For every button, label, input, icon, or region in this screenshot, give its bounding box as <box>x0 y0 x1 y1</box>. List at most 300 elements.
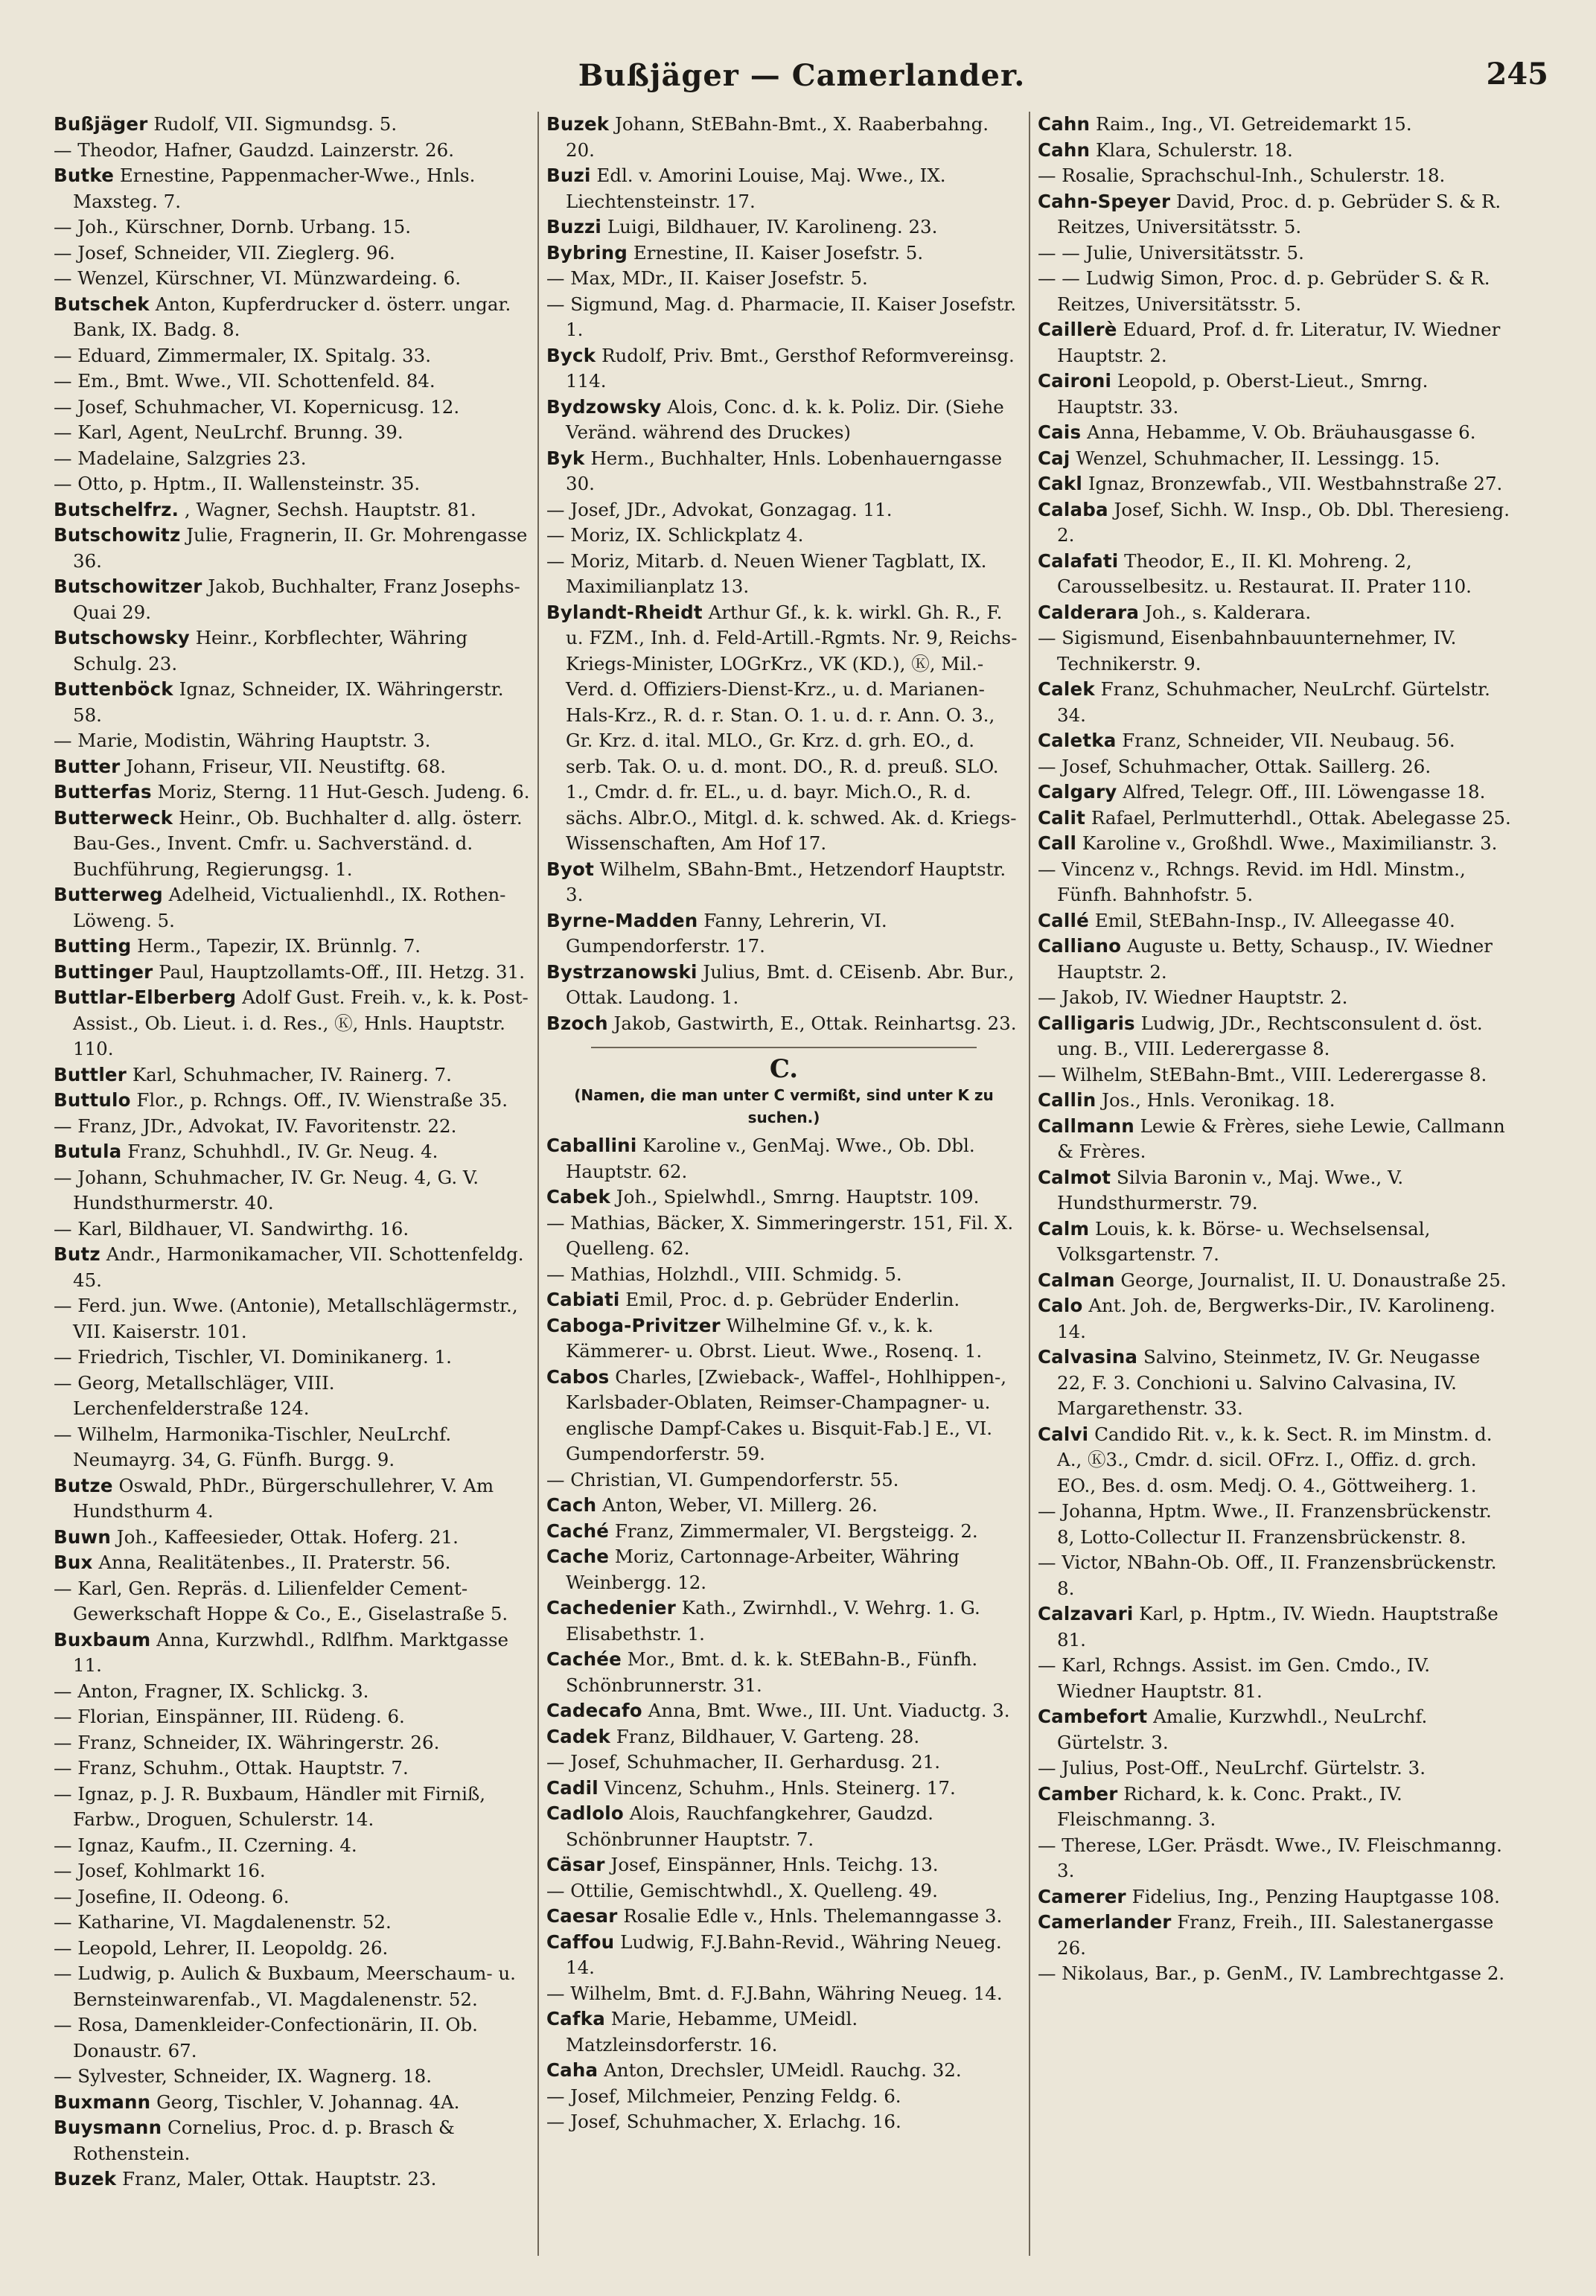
entry-details: George, Journalist, II. U. Donaustraße 25. <box>1120 1269 1507 1291</box>
directory-entry <box>54 471 530 497</box>
entry-surname: Buxbaum <box>54 1628 151 1651</box>
entry-details: — Julius, Post-Off., NeuLrchf. Gürtelstr. 3. <box>1038 1757 1426 1779</box>
entry-details: — Franz, Schneider, IX. Währingerstr. 26. <box>54 1731 440 1753</box>
directory-entry <box>54 1679 530 1705</box>
entry-details: Louis, k. k. Börse- u. Wechselsensal, Volksgartenstr. 7. <box>1057 1217 1431 1265</box>
directory-entry <box>54 1062 530 1088</box>
entry-surname: Cafka <box>546 2008 605 2029</box>
directory-entry <box>1038 934 1513 985</box>
entry-details: — Rosa, Damenkleider-Confectionärin, II. Ob. Donaustr. 67. <box>54 2014 478 2061</box>
directory-entry <box>54 1139 530 1165</box>
entry-surname: Cach <box>546 1494 597 1516</box>
directory-entry <box>1038 1293 1513 1345</box>
entry-surname: Camber <box>1038 1782 1118 1805</box>
directory-entry <box>546 1133 1021 1184</box>
directory-entry <box>1038 420 1513 446</box>
entry-surname: Buzek <box>54 2168 117 2190</box>
directory-entry <box>546 523 1021 549</box>
directory-entry <box>546 446 1021 497</box>
entry-surname: Bylandt-Rheidt <box>546 601 703 623</box>
directory-entry <box>546 1287 1021 1313</box>
entry-details: Ernestine, Pappenmacher-Wwe., Hnls. Maxsteg. 7. <box>73 165 476 212</box>
directory-entry <box>1038 369 1513 420</box>
entry-details: — Nikolaus, Bar., p. GenM., IV. Lambrechtgasse 2. <box>1038 1962 1505 1984</box>
section-note: (Namen, die man unter C vermißt, sind unter K zu suchen.) <box>574 1086 994 1126</box>
directory-entry <box>546 1852 1021 1878</box>
directory-entry <box>1038 728 1513 754</box>
entry-surname: Calzavari <box>1038 1603 1134 1624</box>
entry-details: — Eduard, Zimmermaler, IX. Spitalg. 33. <box>54 344 432 366</box>
entry-details: Franz, Freih., III. Salestanergasse 26. <box>1057 1911 1494 1959</box>
entry-surname: Cabiati <box>546 1289 620 1310</box>
directory-entry <box>54 1756 530 1782</box>
entry-details: Adolf Gust. Freih. v., k. k. Post-Assist., Ob. Lieut. i. d. Res., Ⓚ, Hnls. Hauptstr. 110. <box>73 986 529 1059</box>
entry-details: — Rosalie, Sprachschul-Inh., Schulerstr. 18. <box>1038 165 1446 186</box>
entry-details: Emil, Proc. d. p. Gebrüder Enderlin. <box>625 1289 960 1310</box>
entry-details: — Johann, Schuhmacher, IV. Gr. Neug. 4, G. V. Hundsthurmerstr. 40. <box>54 1166 479 1214</box>
entry-surname: Buzek <box>546 113 610 135</box>
directory-entry <box>1038 908 1513 934</box>
directory-entry <box>546 1981 1021 2007</box>
entry-surname: Caha <box>546 2059 598 2081</box>
directory-entry <box>546 1776 1021 1802</box>
directory-entry <box>54 728 530 754</box>
entry-surname: Caj <box>1038 447 1070 469</box>
entry-surname: Butterfas <box>54 781 152 803</box>
directory-entry <box>54 369 530 395</box>
entry-details: — Ignaz, Kaufm., II. Czerning. 4. <box>54 1834 357 1856</box>
entry-details: Alfred, Telegr. Off., III. Löwengasse 18. <box>1123 781 1486 803</box>
directory-entry <box>54 292 530 343</box>
entry-details: — Mathias, Holzhdl., VIII. Schmidg. 5. <box>546 1263 902 1285</box>
entry-details: — Ferd. jun. Wwe. (Antonie), Metallschlägermstr., VII. Kaiserstr. 101. <box>54 1295 518 1342</box>
entry-surname: Caballini <box>546 1135 637 1156</box>
entry-details: Auguste u. Betty, Schausp., IV. Wiedner Hauptstr. 2. <box>1057 935 1493 983</box>
entry-details: Cornelius, Proc. d. p. Brasch & Rothenstein. <box>73 2117 455 2164</box>
directory-entry <box>1038 266 1513 317</box>
directory-entry <box>1038 1961 1513 1987</box>
entry-details: Ignaz, Schneider, IX. Währingerstr. 58. <box>73 678 504 726</box>
entry-details: — Madelaine, Salzgries 23. <box>54 447 307 469</box>
directory-entry <box>54 214 530 240</box>
entry-surname: Buysmann <box>54 2117 162 2138</box>
page-title: Bußjäger — Camerlander. <box>578 58 1026 93</box>
entry-details: Jakob, Gastwirth, E., Ottak. Reinhartsg. 23. <box>613 1012 1017 1034</box>
entry-details: — Josef, Schneider, VII. Zieglerg. 96. <box>54 241 395 264</box>
entry-details: Theodor, E., II. Kl. Mohreng. 2, Carousselbesitz. u. Restaurat. II. Prater 110. <box>1057 549 1472 597</box>
directory-entry <box>546 214 1021 240</box>
entry-surname: Bußjäger <box>54 113 148 135</box>
entry-details: Anna, Hebamme, V. Ob. Bräuhausgasse 6. <box>1087 421 1476 443</box>
entry-details: — Otto, p. Hptm., II. Wallensteinstr. 35. <box>54 473 421 494</box>
directory-entry <box>546 600 1021 857</box>
directory-entry <box>54 1550 530 1576</box>
entry-details: Edl. v. Amorini Louise, Maj. Wwe., IX. Liechtensteinstr. 17. <box>566 165 946 212</box>
entry-surname: Butz <box>54 1243 100 1265</box>
directory-entry <box>1038 1910 1513 1961</box>
directory-entry <box>1038 1062 1513 1088</box>
entry-details: — Leopold, Lehrer, II. Leopoldg. 26. <box>54 1936 389 1959</box>
entry-details: Ludwig, JDr., Rechtsconsulent d. öst. ung. B., VIII. Lederergasse 8. <box>1057 1012 1483 1059</box>
directory-entry <box>54 266 530 292</box>
directory-entry <box>546 1904 1021 1930</box>
directory-entry <box>546 1801 1021 1852</box>
directory-entry <box>54 497 530 523</box>
entry-details: — Mathias, Bäcker, X. Simmeringerstr. 151, Fil. X. Quelleng. 62. <box>546 1211 1014 1259</box>
entry-surname: Buttlar-Elberberg <box>54 986 237 1008</box>
entry-surname: Butterweg <box>54 884 163 905</box>
directory-entry <box>54 779 530 806</box>
directory-entry <box>54 2115 530 2166</box>
entry-surname: Cache <box>546 1546 610 1567</box>
entry-details: Alois, Rauchfangkehrer, Gaudzd. Schönbrunner Hauptstr. 7. <box>566 1802 933 1850</box>
entry-details: Klara, Schulerstr. 18. <box>1096 138 1293 161</box>
entry-surname: Calit <box>1038 806 1086 829</box>
directory-entry <box>546 1544 1021 1595</box>
directory-entry <box>54 163 530 214</box>
directory-entry <box>1038 1088 1513 1114</box>
entry-details: Wilhelm, SBahn-Bmt., Hetzendorf Hauptstr. 3. <box>566 858 1006 905</box>
directory-entry <box>54 1704 530 1730</box>
directory-entry <box>546 2006 1021 2058</box>
directory-entry <box>546 1647 1021 1698</box>
section-letter: C. <box>769 1054 799 1084</box>
directory-entry <box>1038 189 1513 240</box>
directory-entry <box>1038 806 1513 832</box>
entry-details: Anton, Drechsler, UMeidl. Rauchg. 32. <box>604 2059 962 2081</box>
entry-details: Karoline v., GenMaj. Wwe., Ob. Dbl. Hauptstr. 62. <box>566 1135 975 1182</box>
directory-entry <box>546 1750 1021 1776</box>
entry-details: Arthur Gf., k. k. wirkl. Gh. R., F. u. FZM., Inh. d. Feld-Artill.-Rgmts. Nr. 9, Reichs-Kriegs-Minister, LOGrKrz., VK (KD.), Ⓚ, Mil.-Verd. d. Offiziers-Dienst-Krz., u. d. Marianen-Hals-Krz., R. d. r. Stan. O. 1. u. d. r. Ann. O. 3., Gr. Krz. d. ital. MLO., Gr. Krz. d. grh. EO., d. serb. Tak. O. u. d. mont. DO., R. d. preuß. SLO. 1., Cmdr. d. fr. EL., u. d. bayr. Mich.O., R. d. sächs. Albr.O., Mitgl. d. k. schwed. Ak. d. Kriegs-Wissenschaften, Am Hof 17. <box>566 601 1018 854</box>
directory-entry <box>546 1467 1021 1493</box>
directory-entry <box>546 1262 1021 1288</box>
directory-entry <box>54 677 530 728</box>
entry-details: Ant. Joh. de, Bergwerks-Dir., IV. Karolineng. 14. <box>1057 1295 1496 1342</box>
entry-details: Johann, Friseur, VII. Neustiftg. 68. <box>126 755 447 777</box>
directory-entry <box>546 1011 1021 1037</box>
entry-surname: Butschowitz <box>54 524 181 546</box>
entry-details: — Ludwig, p. Aulich & Buxbaum, Meerschaum- u. Bernsteinwarenfab., VI. Magdalenenstr. 52. <box>54 1962 516 2010</box>
entry-surname: Caillerè <box>1038 319 1117 340</box>
entry-details: Karoline v., Großhdl. Wwe., Maximilianstr. 3. <box>1082 832 1498 854</box>
entry-details: Anton, Weber, VI. Millerg. 26. <box>602 1494 878 1516</box>
entry-surname: Calliano <box>1038 935 1122 957</box>
entry-details: — Sigismund, Eisenbahnbauunternehmer, IV. Technikerstr. 9. <box>1038 627 1457 675</box>
entry-details: Joh., Spielwhdl., Smrng. Hauptstr. 109. <box>616 1186 980 1208</box>
directory-entry <box>54 625 530 677</box>
directory-entry <box>1038 1422 1513 1499</box>
entry-details: Rafael, Perlmutterhdl., Ottak. Abelegasse 25. <box>1091 806 1511 829</box>
entry-details: Josef, Sichh. W. Insp., Ob. Dbl. Theresieng. 2. <box>1057 498 1510 546</box>
entry-surname: Caironi <box>1038 370 1112 392</box>
entry-surname: Calman <box>1038 1269 1115 1291</box>
entry-details: Joh., s. Kalderara. <box>1144 601 1312 623</box>
directory-entry <box>1038 240 1513 267</box>
entry-surname: Caché <box>546 1519 610 1542</box>
entry-details: Silvia Baronin v., Maj. Wwe., V. Hundsthurmerstr. 79. <box>1057 1166 1404 1214</box>
directory-entry <box>546 266 1021 292</box>
entry-details: Joh., Kaffeesieder, Ottak. Hoferg. 21. <box>116 1525 459 1548</box>
entry-details: — Josef, Kohlmarkt 16. <box>54 1860 266 1881</box>
directory-entry <box>54 1525 530 1551</box>
entry-details: Anna, Bmt. Wwe., III. Unt. Viaductg. 3. <box>648 1700 1010 1721</box>
entry-surname: Camerer <box>1038 1885 1126 1907</box>
entry-details: — Josef, Schuhmacher, Ottak. Saillerg. 26. <box>1038 755 1431 777</box>
directory-entry <box>1038 471 1513 497</box>
entry-details: Franz, Maler, Ottak. Hauptstr. 23. <box>122 2168 437 2190</box>
entry-details: Julie, Fragnerin, II. Gr. Mohrengasse 36. <box>73 524 528 572</box>
entry-surname: Cadil <box>546 1776 598 1799</box>
entry-surname: Cabek <box>546 1186 610 1208</box>
directory-entry <box>1038 1833 1513 1884</box>
entry-details: Oswald, PhDr., Bürgerschullehrer, V. Am Hundsthurm 4. <box>73 1474 494 1522</box>
entry-surname: Cadlolo <box>546 1802 624 1824</box>
directory-entry <box>546 240 1021 267</box>
directory-entry <box>546 1365 1021 1467</box>
entry-surname: Cadecafo <box>546 1700 642 1721</box>
entry-details: Emil, StEBahn-Insp., IV. Alleegasse 40. <box>1094 909 1455 931</box>
entry-surname: Calo <box>1038 1295 1083 1316</box>
directory-entry <box>1038 1601 1513 1653</box>
entry-surname: Bux <box>54 1552 93 1573</box>
directory-entry <box>1038 754 1513 780</box>
entry-details: Ernestine, II. Kaiser Josefstr. 5. <box>633 241 924 264</box>
entry-details: Rudolf, VII. Sigmundsg. 5. <box>153 113 398 135</box>
directory-entry <box>1038 1884 1513 1910</box>
entry-details: — Josef, Schuhmacher, X. Erlachg. 16. <box>546 2111 901 2132</box>
entry-details: — Christian, VI. Gumpendorferstr. 55. <box>546 1468 899 1490</box>
entry-details: Jakob, Buchhalter, Franz Josephs-Quai 29. <box>73 575 520 623</box>
entry-details: — Ottilie, Gemischtwhdl., X. Quelleng. 49. <box>546 1879 938 1901</box>
entry-surname: Buzzi <box>546 216 602 237</box>
entry-surname: Butting <box>54 935 132 957</box>
entry-details: Rosalie Edle v., Hnls. Thelemanngasse 3. <box>623 1905 1003 1927</box>
directory-entry <box>54 1473 530 1525</box>
entry-surname: Calafati <box>1038 549 1119 572</box>
directory-entry <box>54 1730 530 1756</box>
directory-entry <box>1038 625 1513 677</box>
entry-details: Wenzel, Schuhmacher, II. Lessingg. 15. <box>1076 447 1440 469</box>
entry-surname: Byrne-Madden <box>546 909 698 931</box>
entry-surname: Buttulo <box>54 1089 131 1111</box>
directory-entry <box>1038 317 1513 369</box>
entry-surname: Buxmann <box>54 2091 151 2113</box>
entry-details: Julius, Bmt. d. CEisenb. Abr. Bur., Ottak. Laudong. 1. <box>566 960 1015 1008</box>
entry-details: Franz, Bildhauer, V. Garteng. 28. <box>616 1725 920 1747</box>
entry-surname: Byk <box>546 447 585 469</box>
columns <box>46 112 1557 2256</box>
entry-details: — Wilhelm, Harmonika-Tischler, NeuLrchf. Neumayrg. 34, G. Fünfh. Burgg. 9. <box>54 1423 452 1470</box>
entry-surname: Calmot <box>1038 1166 1111 1188</box>
directory-entry <box>54 1910 530 1936</box>
entry-details: — Karl, Rchngs. Assist. im Gen. Cmdo., IV. Wiedner Hauptstr. 81. <box>1038 1654 1431 1702</box>
directory-entry <box>54 2012 530 2064</box>
entry-details: Candido Rit. v., k. k. Sect. R. im Minstm. d. A., Ⓚ3., Cmdr. d. sicil. OFrz. I., Offiz. d. grch. EO., Bes. d. osm. Medj. O. 4., Göttweiherg. 1. <box>1057 1423 1493 1496</box>
entry-details: Heinr., Korbflechter, Währing Schulg. 23. <box>73 627 468 675</box>
entry-surname: Butula <box>54 1141 122 1162</box>
entry-details: Anton, Kupferdrucker d. österr. ungar. Bank, IX. Badg. 8. <box>73 293 511 340</box>
entry-details: Anna, Kurzwhdl., Rdlfhm. Marktgasse 11. <box>73 1628 509 1676</box>
entry-details: Franz, Schuhhdl., IV. Gr. Neug. 4. <box>127 1141 438 1162</box>
directory-entry <box>1038 1165 1513 1216</box>
page-number: 245 <box>1486 57 1548 92</box>
entry-surname: Cäsar <box>546 1854 605 1875</box>
section-divider <box>591 1047 977 1048</box>
entry-details: — Georg, Metallschläger, VIII. Lerchenfelderstraße 124. <box>54 1371 335 1419</box>
column-2 <box>537 112 1029 2256</box>
entry-surname: Butterweck <box>54 806 173 829</box>
entry-details: Heinr., Ob. Buchhalter d. allg. österr. Bau-Ges., Invent. Cmfr. u. Sachverständ. d. Buchführung, Regierungsg. 1. <box>73 806 523 880</box>
directory-entry <box>1038 138 1513 164</box>
entry-surname: Callé <box>1038 909 1089 931</box>
directory-entry <box>546 2109 1021 2135</box>
entry-details: — Johanna, Hptm. Wwe., II. Franzensbrückenstr. 8, Lotto-Collectur II. Franzensbrückenstr. 8. <box>1038 1500 1492 1548</box>
entry-surname: Byot <box>546 858 594 880</box>
entry-details: — Jakob, IV. Wiedner Hauptstr. 2. <box>1038 986 1348 1008</box>
entry-details: Paul, Hauptzollamts-Off., III. Hetzg. 31. <box>159 960 525 983</box>
entry-surname: Cakl <box>1038 473 1083 494</box>
entry-details: Lewie & Frères, siehe Lewie, Callmann & Frères. <box>1057 1114 1505 1162</box>
entry-details: — Katharine, VI. Magdalenenstr. 52. <box>54 1911 392 1933</box>
entry-details: Andr., Harmonikamacher, VII. Schottenfeldg. 45. <box>73 1243 524 1291</box>
directory-entry <box>1038 1756 1513 1782</box>
directory-entry <box>54 2064 530 2090</box>
directory-entry <box>546 163 1021 214</box>
directory-entry <box>546 1878 1021 1904</box>
entry-details: Moriz, Sterng. 11 Hut-Gesch. Judeng. 6. <box>157 781 530 803</box>
directory-entry <box>546 292 1021 343</box>
column-1 <box>46 112 537 2256</box>
directory-entry <box>1038 1268 1513 1294</box>
entry-surname: Butze <box>54 1474 113 1496</box>
entry-details: Anna, Realitätenbes., II. Praterstr. 56. <box>98 1552 451 1573</box>
directory-entry <box>546 1313 1021 1365</box>
directory-entry <box>546 1698 1021 1724</box>
directory-entry <box>546 1519 1021 1545</box>
entry-details: Fanny, Lehrerin, VI. Gumpendorferstr. 17. <box>566 909 887 957</box>
directory-entry <box>54 960 530 986</box>
entry-details: Franz, Zimmermaler, VI. Bergsteigg. 2. <box>614 1519 978 1542</box>
entry-details: Moriz, Cartonnage-Arbeiter, Währing Weinbergg. 12. <box>566 1546 960 1593</box>
directory-entry <box>546 1930 1021 1981</box>
directory-entry <box>546 960 1021 1011</box>
entry-surname: Butschowsky <box>54 627 190 648</box>
directory-entry <box>1038 779 1513 806</box>
entry-details: — Friedrich, Tischler, VI. Dominikanerg. 1. <box>54 1346 452 1368</box>
directory-entry <box>546 1493 1021 1519</box>
entry-surname: Caffou <box>546 1930 615 1953</box>
entry-surname: Butschelfrz. <box>54 498 179 520</box>
directory-entry <box>546 1211 1021 1262</box>
entry-surname: Caletka <box>1038 730 1117 751</box>
directory-entry <box>54 343 530 369</box>
directory-entry <box>54 806 530 883</box>
entry-details: Karl, Schuhmacher, IV. Rainerg. 7. <box>132 1063 452 1085</box>
entry-surname: Bybring <box>546 241 628 264</box>
directory-entry <box>54 1165 530 1216</box>
directory-entry <box>54 138 530 164</box>
directory-entry <box>54 2166 530 2193</box>
entry-details: — Max, MDr., II. Kaiser Josefstr. 5. <box>546 267 868 289</box>
entry-surname: Bydzowsky <box>546 395 662 418</box>
directory-entry <box>54 420 530 446</box>
directory-entry <box>546 1595 1021 1647</box>
entry-details: Josef, Einspänner, Hnls. Teichg. 13. <box>610 1854 939 1875</box>
directory-entry <box>54 882 530 934</box>
directory-entry <box>54 1114 530 1140</box>
directory-entry <box>54 240 530 267</box>
entry-surname: Callmann <box>1038 1114 1134 1137</box>
entry-surname: Butschowitzer <box>54 575 202 597</box>
directory-entry <box>54 754 530 780</box>
entry-surname: Bystrzanowski <box>546 960 698 983</box>
entry-details: Ignaz, Bronzewfab., VII. Westbahnstraße 27. <box>1088 473 1503 494</box>
directory-entry <box>54 523 530 574</box>
entry-details: — Josef, Schuhmacher, II. Gerhardusg. 21. <box>546 1751 941 1773</box>
entry-details: Jos., Hnls. Veronikag. 18. <box>1102 1089 1335 1111</box>
directory-entry <box>54 574 530 625</box>
entry-details: — Wilhelm, Bmt. d. F.J.Bahn, Währing Neueg. 14. <box>546 1982 1003 2004</box>
directory-entry <box>54 1293 530 1345</box>
directory-entry <box>546 549 1021 600</box>
entry-surname: Calderara <box>1038 601 1140 623</box>
entry-surname: Calvasina <box>1038 1346 1138 1368</box>
entry-surname: Butter <box>54 755 121 777</box>
directory-entry <box>546 395 1021 446</box>
entry-details: Amalie, Kurzwhdl., NeuLrchf. Gürtelstr. 3. <box>1057 1706 1428 1753</box>
directory-entry <box>54 1576 530 1627</box>
entry-surname: Calek <box>1038 678 1095 700</box>
entry-details: — Vincenz v., Rchngs. Revid. im Hdl. Minstm., Fünfh. Bahnhofstr. 5. <box>1038 858 1466 905</box>
directory-entry <box>1038 497 1513 549</box>
entry-details: — Moriz, Mitarb. d. Neuen Wiener Tagblatt, IX. Maximilianplatz 13. <box>546 549 987 597</box>
directory-entry <box>546 497 1021 523</box>
entry-surname: Buzi <box>546 165 591 186</box>
entry-surname: Calaba <box>1038 498 1108 520</box>
entry-surname: Buttenböck <box>54 678 173 700</box>
entry-details: — Victor, NBahn-Ob. Off., II. Franzensbrückenstr. 8. <box>1038 1552 1497 1599</box>
directory-entry <box>1038 1550 1513 1601</box>
entry-surname: Caesar <box>546 1905 618 1927</box>
entry-details: — Franz, Schuhm., Ottak. Hauptstr. 7. <box>54 1757 409 1779</box>
entry-details: Johann, StEBahn-Bmt., X. Raaberbahng. 20. <box>566 113 989 161</box>
entry-details: Karl, p. Hptm., IV. Wiedn. Hauptstraße 81. <box>1057 1603 1498 1651</box>
page-header <box>46 45 1557 101</box>
entry-surname: Cachée <box>546 1648 622 1670</box>
entry-surname: Butke <box>54 165 115 186</box>
entry-surname: Cahn <box>1038 138 1091 161</box>
entry-details: Eduard, Prof. d. fr. Literatur, IV. Wiedner Hauptstr. 2. <box>1057 319 1501 366</box>
directory-entry <box>546 1724 1021 1750</box>
directory-entry <box>546 2084 1021 2110</box>
entry-details: — Ignaz, p. J. R. Buxbaum, Händler mit Firniß, Farbw., Droguen, Schulerstr. 14. <box>54 1782 486 1830</box>
directory-entry <box>54 1242 530 1293</box>
directory-entry <box>546 908 1021 960</box>
directory-entry <box>1038 1704 1513 1756</box>
entry-details: Richard, k. k. Conc. Prakt., IV. Fleischmanng. 3. <box>1057 1782 1402 1830</box>
entry-details: David, Proc. d. p. Gebrüder S. & R. Reitzes, Universitätsstr. 5. <box>1057 190 1501 237</box>
directory-entry <box>546 343 1021 395</box>
entry-details: Leopold, p. Oberst-Lieut., Smrng. Hauptstr. 33. <box>1057 370 1429 418</box>
directory-entry <box>54 1627 530 1679</box>
entry-surname: Buwn <box>54 1525 111 1548</box>
directory-entry <box>54 1858 530 1884</box>
entry-details: — Sylvester, Schneider, IX. Wagnerg. 18. <box>54 2065 432 2087</box>
directory-entry <box>54 1216 530 1243</box>
entry-surname: Buttler <box>54 1063 127 1085</box>
entry-details: Kath., Zwirnhdl., V. Wehrg. 1. G. Elisabethstr. 1. <box>566 1597 980 1645</box>
directory-entry <box>546 857 1021 908</box>
